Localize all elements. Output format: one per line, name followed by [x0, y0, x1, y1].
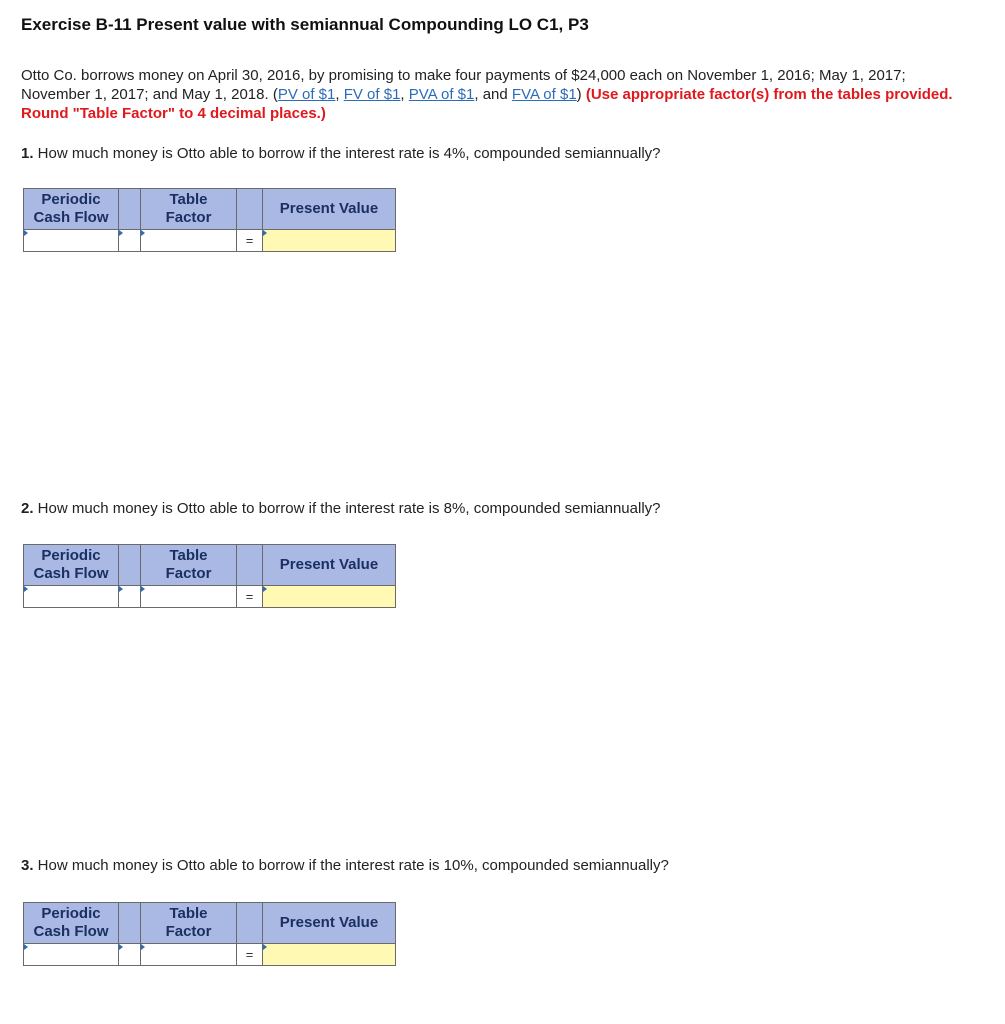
present-value-table-3	[23, 902, 396, 966]
table-header	[24, 189, 395, 230]
periodic-cash-flow-input[interactable]	[24, 586, 119, 607]
question-3	[21, 857, 669, 874]
link-fv-of-1[interactable]: FV of $1	[343, 86, 401, 103]
question-1	[21, 145, 661, 162]
input-marker-icon	[24, 586, 28, 592]
header-periodic-cash-flow: Periodic Cash Flow	[24, 903, 119, 943]
table-header	[24, 903, 395, 944]
present-value-input[interactable]	[263, 944, 395, 965]
link-pv-of-1[interactable]: PV of $1	[277, 86, 336, 103]
input-marker-icon	[119, 586, 123, 592]
operator-select[interactable]	[119, 944, 141, 965]
header-table-factor: Table Factor	[141, 903, 237, 943]
operator-select[interactable]	[119, 230, 141, 251]
link-pva-of-1[interactable]: PVA of $1	[408, 86, 475, 103]
input-marker-icon	[263, 944, 267, 950]
input-marker-icon	[24, 230, 28, 236]
question-number: 2.	[21, 500, 34, 517]
input-marker-icon	[263, 586, 267, 592]
table-row	[24, 586, 395, 607]
link-fva-of-1[interactable]: FVA of $1	[511, 86, 577, 103]
question-text: How much money is Otto able to borrow if the interest rate is 8%, compounded semiannually?	[33, 500, 661, 517]
input-marker-icon	[141, 230, 145, 236]
input-marker-icon	[141, 944, 145, 950]
table-factor-input[interactable]	[141, 230, 237, 251]
table-row	[24, 230, 395, 251]
input-marker-icon	[119, 230, 123, 236]
table-factor-input[interactable]	[141, 944, 237, 965]
input-marker-icon	[119, 944, 123, 950]
question-number: 1.	[21, 145, 34, 162]
header-present-value: Present Value	[279, 200, 379, 217]
header-periodic-cash-flow: Periodic Cash Flow	[24, 189, 119, 229]
input-marker-icon	[141, 586, 145, 592]
problem-text: Otto Co. borrows money on April 30, 2016, by promising to make four payments of $24,000 each on November 1, 2016; May 1, 2017; November 1, 2017; and May 1, 2018. (	[21, 67, 906, 103]
equals-sign: =	[237, 230, 263, 251]
header-periodic-cash-flow: Periodic Cash Flow	[24, 545, 119, 585]
question-number: 3.	[21, 857, 34, 874]
question-2	[21, 500, 661, 517]
instruction-text: (Use appropriate factor(s) from the tables provided. Round "Table Factor" to 4 decimal places.)	[21, 86, 953, 122]
header-present-value: Present Value	[279, 556, 379, 573]
input-marker-icon	[263, 230, 267, 236]
periodic-cash-flow-input[interactable]	[24, 944, 119, 965]
table-row	[24, 944, 395, 965]
equals-sign: =	[237, 586, 263, 607]
periodic-cash-flow-input[interactable]	[24, 230, 119, 251]
question-text: How much money is Otto able to borrow if the interest rate is 10%, compounded semiannually?	[33, 857, 669, 874]
problem-statement: Otto Co. borrows money on April 30, 2016, by promising to make four payments of $24,000 each on November 1, 2016; May 1, 2017; November 1, 2017; and May 1, 2018. (PV of $1, FV of $1, PVA of $1, and FVA of $1) (Use appropriate factor(s) from the tables provided. Round "Table Factor" to 4 decimal places.)	[21, 67, 953, 122]
header-present-value: Present Value	[279, 914, 379, 931]
present-value-input[interactable]	[263, 586, 395, 607]
page-title: Exercise B-11 Present value with semiannual Compounding LO C1, P3	[21, 15, 589, 34]
equals-sign: =	[237, 944, 263, 965]
operator-select[interactable]	[119, 586, 141, 607]
present-value-table-2	[23, 544, 396, 608]
question-text: How much money is Otto able to borrow if the interest rate is 4%, compounded semiannually?	[33, 145, 661, 162]
table-header	[24, 545, 395, 586]
input-marker-icon	[24, 944, 28, 950]
present-value-input[interactable]	[263, 230, 395, 251]
present-value-table-1	[23, 188, 396, 252]
header-table-factor: Table Factor	[141, 545, 237, 585]
header-table-factor: Table Factor	[141, 189, 237, 229]
table-factor-input[interactable]	[141, 586, 237, 607]
